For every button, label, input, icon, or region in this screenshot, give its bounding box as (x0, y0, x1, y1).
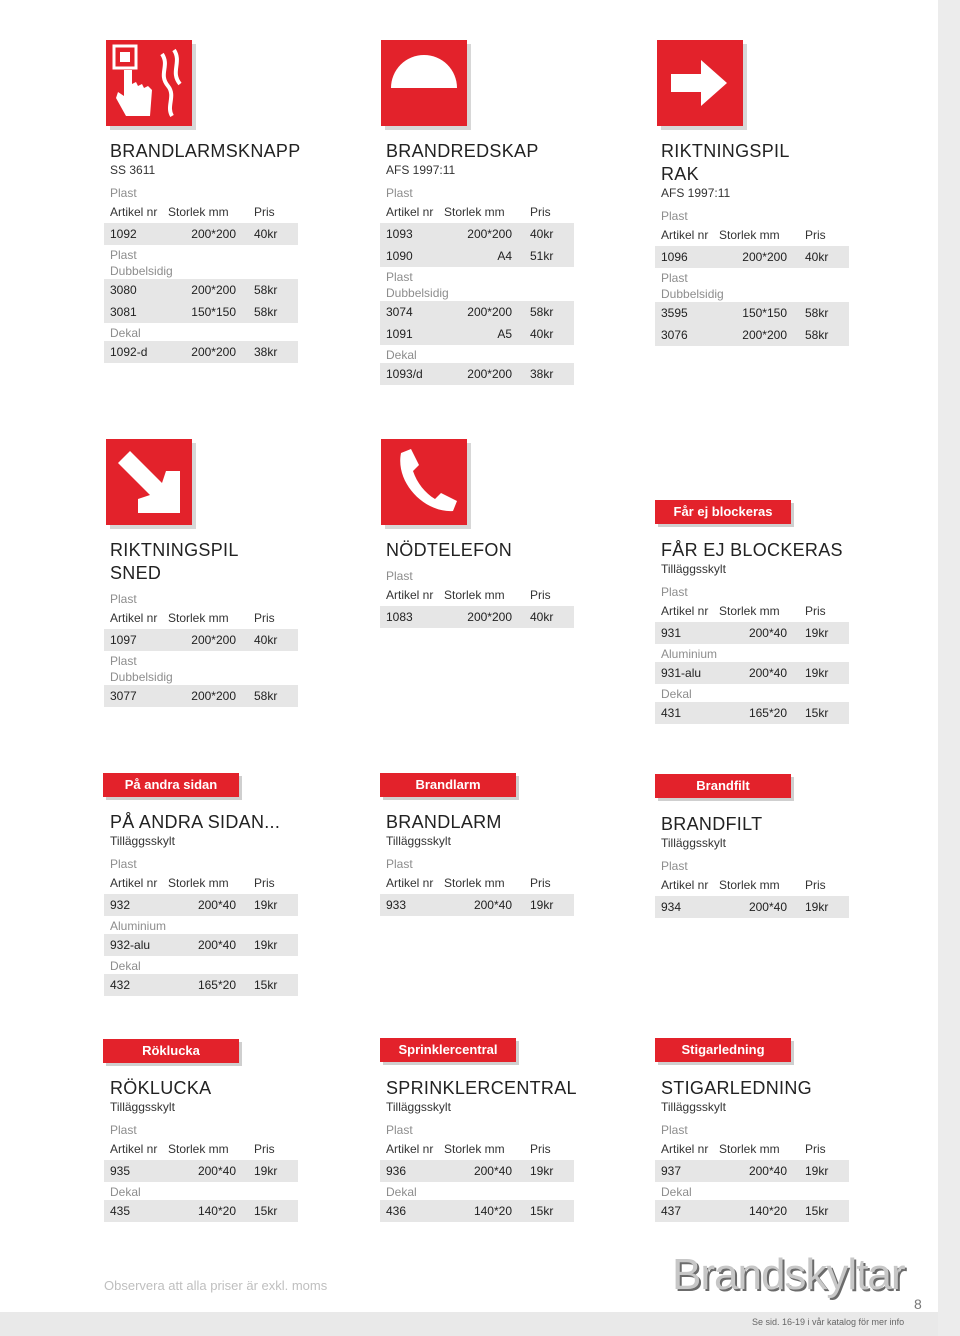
table-header (104, 201, 298, 223)
table-header (655, 1138, 849, 1160)
article-number: 3080 (110, 283, 137, 297)
header-artikel: Artikel nr (661, 604, 709, 618)
size: 200*40 (197, 898, 236, 912)
page-number: 8 (914, 1296, 922, 1312)
material-label: Aluminium (661, 647, 718, 661)
article-number: 1097 (110, 633, 137, 647)
material-sublabel: Dubbelsidig (386, 286, 449, 300)
fire-equipment-icon (381, 40, 467, 126)
size: 165*20 (748, 706, 787, 720)
price: 15kr (805, 706, 829, 720)
article-number: 931 (661, 626, 682, 640)
price: 40kr (530, 327, 554, 341)
size: 200*200 (467, 610, 512, 624)
price: 19kr (805, 900, 829, 914)
material-label: Dekal (386, 1185, 417, 1199)
table-row (380, 1200, 574, 1222)
header-storlek: Storlek mm (719, 228, 780, 242)
header-storlek: Storlek mm (168, 205, 229, 219)
header-pris: Pris (530, 1142, 551, 1156)
table-row (104, 685, 298, 707)
fire-alarm-button-icon (106, 40, 192, 126)
size: 200*200 (191, 227, 236, 241)
article-number: 432 (110, 978, 131, 992)
material-label: Plast (110, 248, 137, 262)
header-artikel: Artikel nr (386, 1142, 434, 1156)
product-title: RÖKLUCKA (110, 1078, 212, 1098)
table-header (380, 872, 574, 894)
product-title-line2: RAK (661, 164, 699, 184)
price: 40kr (530, 610, 554, 624)
product-title: FÅR EJ BLOCKERAS (661, 540, 843, 560)
table-row (380, 606, 574, 628)
table-header (655, 874, 849, 896)
product-block (380, 1077, 580, 1222)
article-number: 935 (110, 1164, 131, 1178)
size: 200*40 (197, 1164, 236, 1178)
header-storlek: Storlek mm (168, 1142, 229, 1156)
price: 40kr (805, 250, 829, 264)
size: 200*200 (742, 328, 787, 342)
header-storlek: Storlek mm (444, 876, 505, 890)
size: 200*200 (467, 305, 512, 319)
table-row (380, 245, 574, 267)
header-pris: Pris (530, 205, 551, 219)
banner-label: Röklucka (103, 1039, 239, 1063)
product-subtitle: AFS 1997:11 (661, 186, 731, 200)
price: 58kr (805, 328, 829, 342)
material-label: Dekal (661, 1185, 692, 1199)
header-storlek: Storlek mm (168, 611, 229, 625)
article-number: 1090 (386, 249, 413, 263)
price: 58kr (254, 305, 278, 319)
table-row (655, 1200, 849, 1222)
table-row (104, 223, 298, 245)
material-label: Dekal (661, 687, 692, 701)
product-block (104, 539, 304, 707)
header-artikel: Artikel nr (110, 205, 158, 219)
price: 19kr (530, 1164, 554, 1178)
material-label: Dekal (386, 348, 417, 362)
product-block (655, 1077, 855, 1222)
size: 200*40 (748, 1164, 787, 1178)
header-artikel: Artikel nr (661, 228, 709, 242)
table-header (380, 1138, 574, 1160)
product-subtitle: Tilläggsskylt (661, 836, 726, 850)
header-pris: Pris (530, 876, 551, 890)
material-label: Dekal (110, 959, 141, 973)
material-label: Plast (386, 1123, 413, 1137)
header-artikel: Artikel nr (386, 205, 434, 219)
header-pris: Pris (530, 588, 551, 602)
price: 15kr (805, 1204, 829, 1218)
product-title: BRANDLARMSKNAPP (110, 141, 301, 161)
price: 15kr (254, 1204, 278, 1218)
article-number: 3595 (661, 306, 688, 320)
size: 200*40 (748, 666, 787, 680)
material-label: Plast (661, 209, 688, 223)
material-label: Plast (386, 569, 413, 583)
price: 19kr (530, 898, 554, 912)
side-strip (938, 0, 960, 1336)
price: 38kr (254, 345, 278, 359)
product-block (104, 1077, 304, 1222)
product-title: SPRINKLERCENTRAL (386, 1078, 577, 1098)
table-row (104, 934, 298, 956)
article-number: 3077 (110, 689, 137, 703)
product-title: NÖDTELEFON (386, 540, 513, 560)
product-subtitle: SS 3611 (110, 163, 156, 177)
article-number: 1093/d (386, 367, 423, 381)
table-header (655, 600, 849, 622)
product-block (655, 813, 855, 918)
material-label: Plast (386, 186, 413, 200)
table-row (380, 894, 574, 916)
header-pris: Pris (254, 611, 275, 625)
size: 150*150 (191, 305, 236, 319)
product-subtitle: Tilläggsskylt (661, 562, 726, 576)
size: 200*200 (191, 689, 236, 703)
table-header (655, 224, 849, 246)
table-header (380, 201, 574, 223)
table-header (104, 1138, 298, 1160)
table-row (655, 662, 849, 684)
article-number: 1092 (110, 227, 137, 241)
size: 200*40 (473, 1164, 512, 1178)
article-number: 3076 (661, 328, 688, 342)
article-number: 932 (110, 898, 131, 912)
table-row (104, 974, 298, 996)
table-row (655, 302, 849, 324)
catalog-reference: Se sid. 16-19 i vår katalog för mer info (752, 1317, 905, 1327)
article-number: 435 (110, 1204, 131, 1218)
product-title: STIGARLEDNING (661, 1078, 812, 1098)
product-block (380, 539, 580, 628)
product-subtitle: Tilläggsskylt (661, 1100, 726, 1114)
arrow-right-icon (657, 40, 743, 126)
product-title: RIKTNINGSPIL (110, 540, 239, 560)
header-storlek: Storlek mm (444, 588, 505, 602)
header-pris: Pris (805, 228, 826, 242)
size: 200*40 (748, 900, 787, 914)
material-label: Plast (110, 654, 137, 668)
table-row (104, 301, 298, 323)
size: A5 (497, 327, 512, 341)
material-label: Plast (110, 592, 137, 606)
banner-label: På andra sidan dörren (103, 773, 239, 797)
header-pris: Pris (254, 1142, 275, 1156)
article-number: 931-alu (661, 666, 702, 680)
article-number: 437 (661, 1204, 682, 1218)
material-label: Dekal (110, 1185, 141, 1199)
product-block (655, 539, 855, 724)
header-artikel: Artikel nr (110, 876, 158, 890)
article-number: 1083 (386, 610, 413, 624)
product-title: BRANDREDSKAP (386, 141, 539, 161)
price: 19kr (805, 666, 829, 680)
price: 58kr (254, 689, 278, 703)
header-artikel: Artikel nr (386, 588, 434, 602)
product-subtitle: AFS 1997:11 (386, 163, 456, 177)
price: 19kr (805, 626, 829, 640)
banner-label: Stigarledning (655, 1038, 791, 1062)
header-pris: Pris (805, 604, 826, 618)
product-title: PÅ ANDRA SIDAN... (110, 812, 281, 832)
article-number: 1092-d (110, 345, 148, 359)
product-title: RIKTNINGSPIL (661, 141, 790, 161)
price: 40kr (254, 227, 278, 241)
size: 200*40 (748, 626, 787, 640)
price: 58kr (530, 305, 554, 319)
table-row (380, 301, 574, 323)
price: 58kr (254, 283, 278, 297)
product-block (380, 811, 580, 916)
table-row (104, 1160, 298, 1182)
article-number: 3081 (110, 305, 137, 319)
article-number: 1091 (386, 327, 413, 341)
size: 200*200 (191, 633, 236, 647)
price: 51kr (530, 249, 554, 263)
table-header (104, 607, 298, 629)
header-pris: Pris (254, 876, 275, 890)
header-storlek: Storlek mm (168, 876, 229, 890)
product-block (104, 811, 304, 996)
material-label: Plast (110, 1123, 137, 1137)
price: 15kr (530, 1204, 554, 1218)
price-note: Observera att alla priser är exkl. moms (104, 1278, 328, 1293)
brand-title: Brandskyltar (672, 1250, 905, 1299)
size: 200*40 (473, 898, 512, 912)
size: A4 (497, 249, 512, 263)
header-pris: Pris (805, 1142, 826, 1156)
size: 165*20 (197, 978, 236, 992)
header-storlek: Storlek mm (719, 1142, 780, 1156)
banner-label: Brandfilt (655, 774, 791, 798)
table-row (655, 1160, 849, 1182)
material-sublabel: Dubbelsidig (661, 287, 724, 301)
material-label: Dekal (110, 326, 141, 340)
price: 19kr (254, 1164, 278, 1178)
table-row (104, 341, 298, 363)
table-header (380, 584, 574, 606)
product-block (380, 140, 580, 385)
table-row (380, 223, 574, 245)
price: 40kr (530, 227, 554, 241)
article-number: 934 (661, 900, 682, 914)
price: 58kr (805, 306, 829, 320)
size: 200*200 (191, 283, 236, 297)
product-title-line2: SNED (110, 563, 162, 583)
size: 140*20 (197, 1204, 236, 1218)
size: 140*20 (473, 1204, 512, 1218)
material-sublabel: Dubbelsidig (110, 264, 173, 278)
table-row (380, 323, 574, 345)
size: 200*200 (191, 345, 236, 359)
header-artikel: Artikel nr (386, 876, 434, 890)
table-row (104, 279, 298, 301)
header-storlek: Storlek mm (719, 604, 780, 618)
emergency-phone-icon (381, 439, 467, 525)
header-storlek: Storlek mm (444, 205, 505, 219)
price: 19kr (254, 938, 278, 952)
article-number: 932-alu (110, 938, 151, 952)
header-storlek: Storlek mm (719, 878, 780, 892)
material-label: Plast (661, 859, 688, 873)
product-subtitle: Tilläggsskylt (386, 834, 451, 848)
article-number: 431 (661, 706, 682, 720)
product-title: BRANDFILT (661, 814, 763, 834)
table-row (655, 622, 849, 644)
article-number: 436 (386, 1204, 407, 1218)
material-label: Plast (661, 585, 688, 599)
material-label: Plast (386, 857, 413, 871)
table-row (380, 363, 574, 385)
size: 200*40 (197, 938, 236, 952)
price: 19kr (805, 1164, 829, 1178)
size: 200*200 (467, 367, 512, 381)
table-row (655, 702, 849, 724)
table-row (380, 1160, 574, 1182)
header-artikel: Artikel nr (110, 611, 158, 625)
price: 19kr (254, 898, 278, 912)
size: 140*20 (748, 1204, 787, 1218)
banner-label: Får ej blockeras (655, 500, 791, 524)
product-block (655, 140, 855, 346)
header-storlek: Storlek mm (444, 1142, 505, 1156)
banner-label: Sprinklercentral (380, 1038, 516, 1062)
size: 150*150 (742, 306, 787, 320)
arrow-diagonal-icon (106, 439, 192, 525)
material-label: Plast (110, 857, 137, 871)
product-subtitle: Tilläggsskylt (386, 1100, 451, 1114)
product-subtitle: Tilläggsskylt (110, 1100, 175, 1114)
table-row (655, 246, 849, 268)
product-block (104, 140, 304, 363)
material-label: Aluminium (110, 919, 167, 933)
material-label: Plast (110, 186, 137, 200)
header-artikel: Artikel nr (110, 1142, 158, 1156)
material-label: Plast (661, 1123, 688, 1137)
material-label: Plast (386, 270, 413, 284)
size: 200*200 (742, 250, 787, 264)
article-number: 3074 (386, 305, 413, 319)
table-header (104, 872, 298, 894)
header-pris: Pris (254, 205, 275, 219)
table-row (104, 1200, 298, 1222)
price: 40kr (254, 633, 278, 647)
material-label: Plast (661, 271, 688, 285)
product-title: BRANDLARM (386, 812, 502, 832)
article-number: 1096 (661, 250, 688, 264)
table-row (104, 629, 298, 651)
article-number: 933 (386, 898, 407, 912)
header-artikel: Artikel nr (661, 1142, 709, 1156)
material-sublabel: Dubbelsidig (110, 670, 173, 684)
table-row (655, 896, 849, 918)
header-pris: Pris (805, 878, 826, 892)
article-number: 937 (661, 1164, 682, 1178)
price: 15kr (254, 978, 278, 992)
table-row (104, 894, 298, 916)
article-number: 936 (386, 1164, 407, 1178)
size: 200*200 (467, 227, 512, 241)
header-artikel: Artikel nr (661, 878, 709, 892)
banner-label: Brandlarm (380, 773, 516, 797)
table-row (655, 324, 849, 346)
product-subtitle: Tilläggsskylt (110, 834, 175, 848)
article-number: 1093 (386, 227, 413, 241)
price: 38kr (530, 367, 554, 381)
